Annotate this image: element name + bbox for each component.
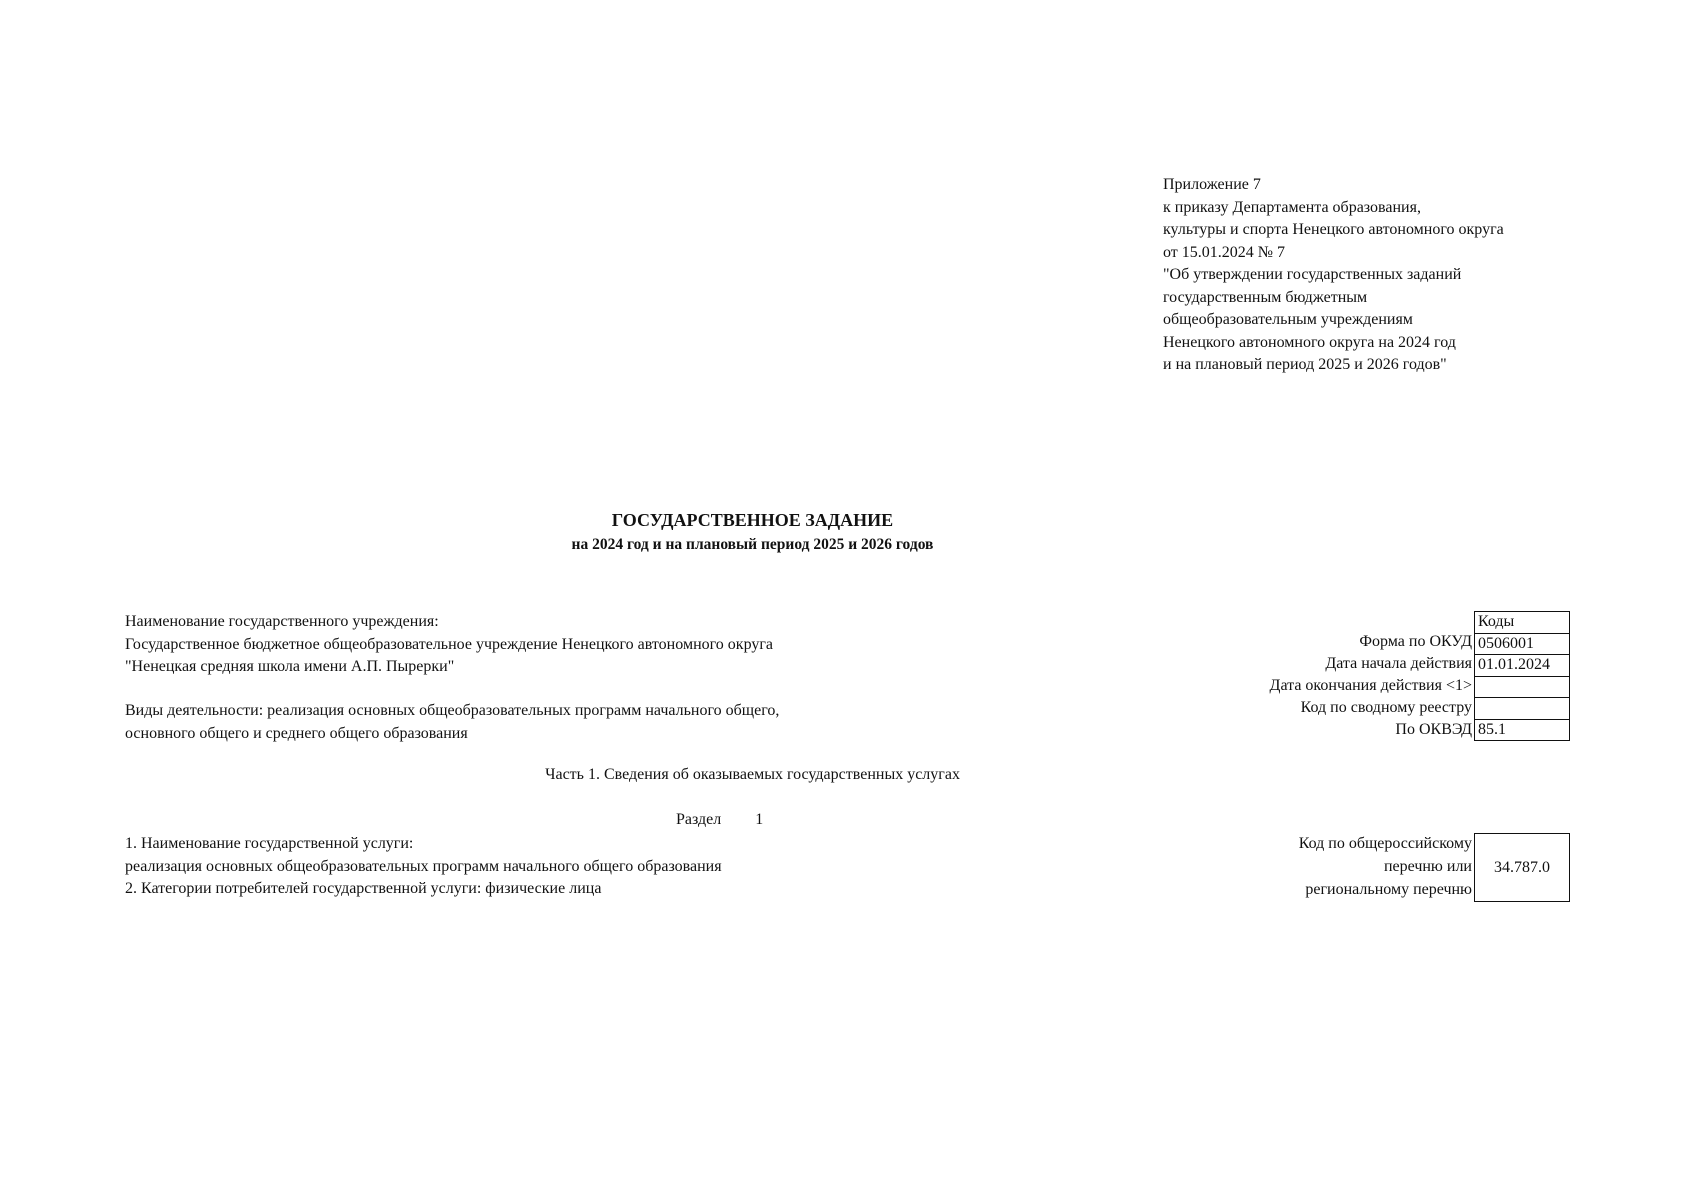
- section-word: Раздел: [676, 811, 722, 828]
- appendix-line: Приложение 7: [1163, 176, 1261, 193]
- registry-code-box: [1474, 833, 1570, 902]
- code-label-okud: Форма по ОКУД: [1359, 633, 1472, 650]
- activities-block: [125, 700, 779, 745]
- codes-header: Коды: [1475, 612, 1570, 634]
- registry-code-value: 34.787.0: [1494, 858, 1550, 876]
- registry-code-label-3: региональному перечню: [1305, 881, 1472, 898]
- appendix-line: и на плановый период 2025 и 2026 годов": [1163, 356, 1447, 373]
- code-label-end-date: Дата окончания действия <1>: [1269, 677, 1472, 694]
- appendix-line: государственным бюджетным: [1163, 288, 1368, 306]
- service-consumers: 2. Категории потребителей государственной услуги: физические лица: [125, 880, 602, 897]
- part1-heading: Часть 1. Сведения об оказываемых государственных услугах: [545, 766, 960, 783]
- institution-name: Государственное бюджетное общеобразовательное учреждение Ненецкого автономного округа: [125, 635, 774, 653]
- service-block: [125, 833, 722, 901]
- code-value-okud: 0506001: [1475, 633, 1570, 655]
- appendix-line: общеобразовательным учреждениям: [1163, 311, 1413, 328]
- code-value-registry: [1475, 698, 1570, 720]
- institution-block: [125, 611, 773, 679]
- code-value-okved: 85.1: [1475, 719, 1570, 741]
- codes-table: [1474, 611, 1570, 741]
- code-label-okved: По ОКВЭД: [1395, 721, 1472, 738]
- section-label: [676, 811, 763, 829]
- code-value-start-date: 01.01.2024: [1475, 655, 1570, 677]
- service-name-value: реализация основных общеобразовательных программ начального общего образования: [125, 857, 722, 875]
- activities-line: Виды деятельности: реализация основных общеобразовательных программ начального общего,: [125, 702, 780, 719]
- activities-line: основного общего и среднего общего образования: [125, 724, 468, 742]
- appendix-note: [1163, 174, 1504, 377]
- code-label-start-date: Дата начала действия: [1325, 655, 1472, 672]
- registry-code-label-2: перечню или: [1383, 858, 1472, 875]
- document-subtitle: на 2024 год и на плановый период 2025 и 2026 годов: [571, 536, 934, 553]
- code-value-end-date: [1475, 676, 1570, 698]
- institution-label: Наименование государственного учреждения:: [125, 613, 439, 630]
- service-name-label: 1. Наименование государственной услуги:: [125, 835, 414, 852]
- appendix-line: к приказу Департамента образования,: [1163, 198, 1421, 216]
- appendix-line: "Об утверждении государственных заданий: [1163, 266, 1462, 283]
- registry-code-label-1: Код по общероссийскому: [1298, 835, 1472, 852]
- institution-name-cont: "Ненецкая средняя школа имени А.П. Пырерки": [125, 658, 455, 675]
- appendix-line: от 15.01.2024 № 7: [1163, 243, 1286, 261]
- code-label-registry: Код по сводному реестру: [1300, 699, 1472, 716]
- document-title: ГОСУДАРСТВЕННОЕ ЗАДАНИЕ: [611, 510, 894, 530]
- appendix-line: Ненецкого автономного округа на 2024 год: [1163, 333, 1456, 351]
- section-number: 1: [755, 811, 764, 828]
- appendix-line: культуры и спорта Ненецкого автономного округа: [1163, 221, 1504, 238]
